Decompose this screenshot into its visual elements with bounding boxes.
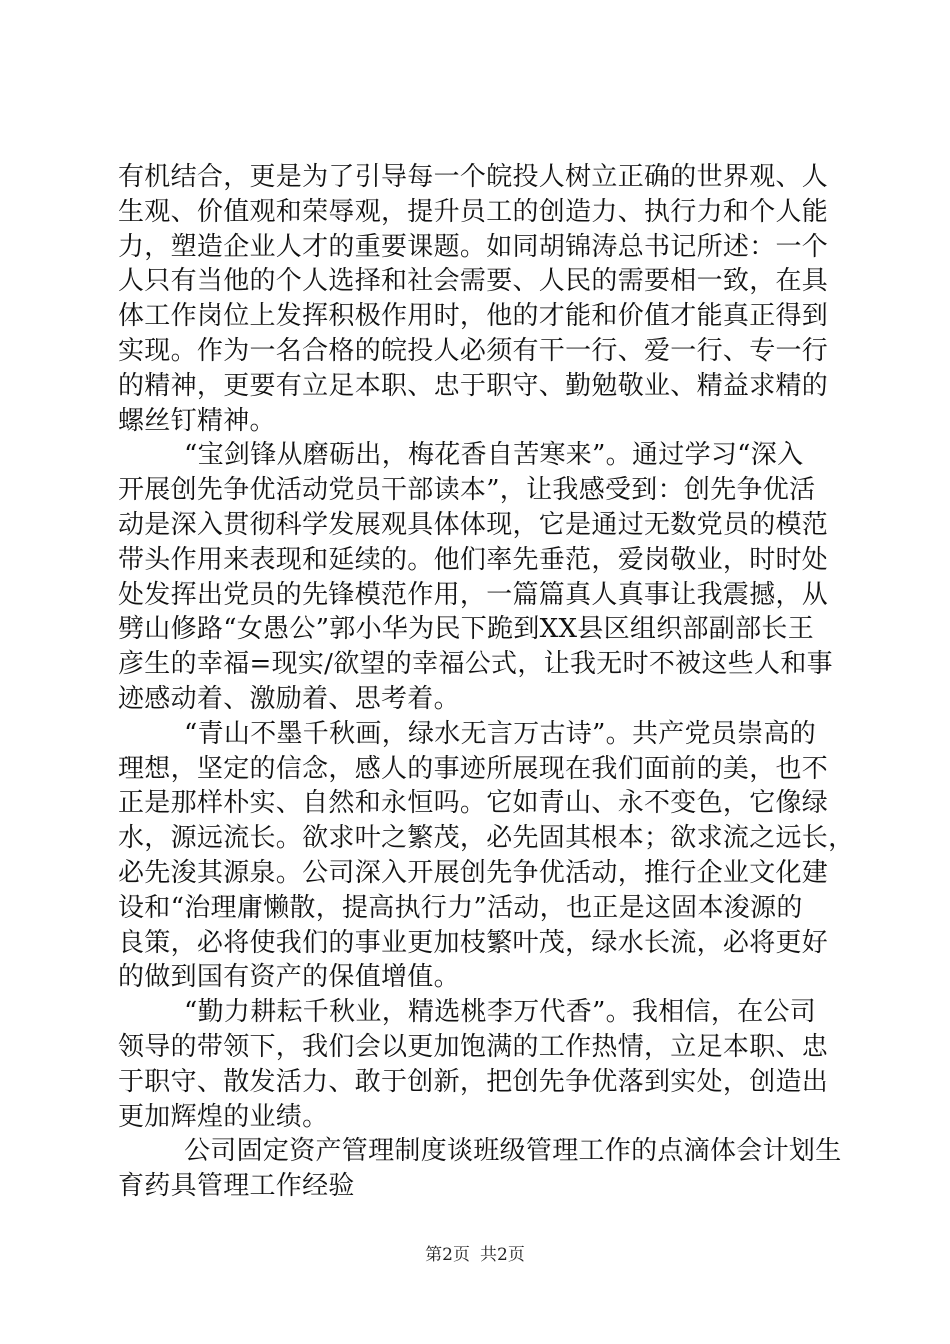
text-line: 力，塑造企业人才的重要课题。如同胡锦涛总书记所述：一个 [118,231,829,262]
text-line: 带头作用来表现和延续的。他们率先垂范，爱岗敬业，时时处 [118,544,829,575]
text-line: 设和“治理庸懒散，提高执行力”活动，也正是这固本浚源的 [118,892,803,923]
text-line: 螺丝钉精神。 [118,405,276,436]
text-line: 的做到国有资产的保值增值。 [118,962,460,993]
text-line: 动是深入贯彻科学发展观具体体现，它是通过无数党员的模范 [118,509,829,540]
paragraph-start-line: 公司固定资产管理制度谈班级管理工作的点滴体会计划生 [184,1136,842,1167]
page-total: 共2页 [480,1245,525,1265]
text-line: 更加辉煌的业绩。 [118,1101,329,1132]
text-line: 处发挥出党员的先锋模范作用，一篇篇真人真事让我震撼，从 [118,579,829,610]
text-line: 领导的带领下，我们会以更加饱满的工作热情，立足本职、忠 [118,1031,829,1062]
text-line: 人只有当他的个人选择和社会需要、人民的需要相一致，在具 [118,266,829,297]
paragraph-start-line: “宝剑锋从磨砺出，梅花香自苦寒来”。通过学习“深入 [184,440,804,471]
text-line: 彦生的幸福=现实/欲望的幸福公式，让我无时不被这些人和事 [118,649,833,680]
document-body [118,160,855,1204]
text-line: 生观、价值观和荣辱观，提升员工的创造力、执行力和个人能 [118,196,829,227]
paragraph-start-line: “青山不墨千秋画，绿水无言万古诗”。共产党员崇高的 [184,718,817,749]
text-line: 必先浚其源泉。公司深入开展创先争优活动，推行企业文化建 [118,857,829,888]
text-line: 正是那样朴实、自然和永恒吗。它如青山、永不变色，它像绿 [118,788,829,819]
text-line: 有机结合，更是为了引导每一个皖投人树立正确的世界观、人 [118,162,829,192]
page-number: 第2页 [425,1245,470,1265]
text-line: 育药具管理工作经验 [118,1171,355,1202]
paragraph-start-line: “勤力耕耘千秋业，精选桃李万代香”。我相信，在公司 [184,997,817,1028]
text-line: 实现。作为一名合格的皖投人必须有干一行、爱一行、专一行 [118,335,829,366]
text-line: 水，源远流长。欲求叶之繁茂，必先固其根本；欲求流之远长， [118,823,855,854]
text-line: 于职守、散发活力、敢于创新，把创先争优落到实处，创造出 [118,1066,829,1097]
text-line: 的精神，更要有立足本职、忠于职守、勤勉敬业、精益求精的 [118,370,829,401]
text-line: 劈山修路“女愚公”郭小华为民下跪到XX县区组织部副部长王 [118,614,815,645]
text-line: 开展创先争优活动党员干部读本”，让我感受到：创先争优活 [118,475,816,506]
text-line: 理想，坚定的信念，感人的事迹所展现在我们面前的美，也不 [118,753,829,784]
text-line: 体工作岗位上发挥积极作用时，他的才能和价值才能真正得到 [118,301,829,332]
page-footer [0,1243,950,1267]
text-line: 良策，必将使我们的事业更加枝繁叶茂，绿水长流，必将更好 [118,927,829,958]
text-line: 迹感动着、激励着、思考着。 [118,683,460,714]
